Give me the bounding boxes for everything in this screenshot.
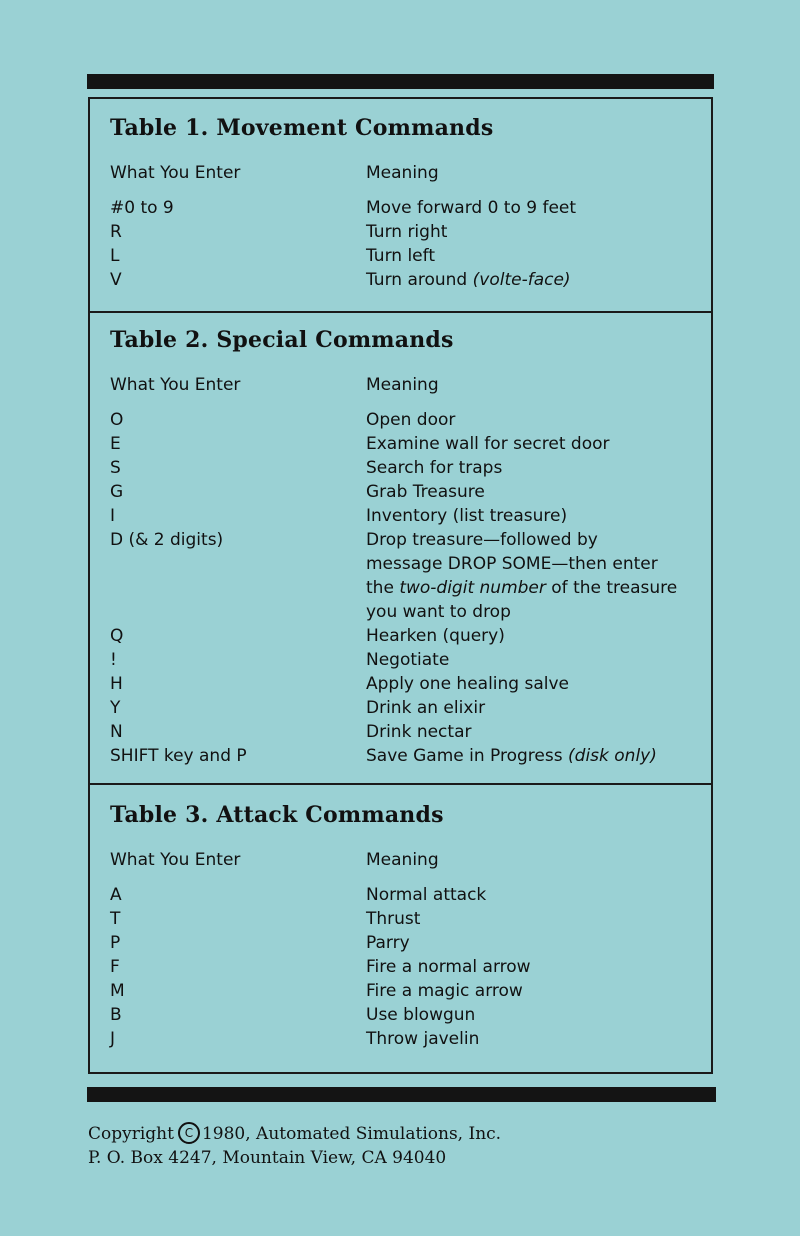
meaning-italic: (disk only) [568, 746, 657, 766]
command-key: B [110, 1005, 122, 1025]
table-special-commands [90, 311, 711, 783]
table-row [110, 196, 697, 220]
command-key: G [110, 482, 124, 502]
copyright-notice [88, 1122, 501, 1170]
command-meaning [366, 744, 697, 768]
command-key: #0 to 9 [110, 198, 174, 218]
table-attack-commands [90, 783, 711, 1073]
bottom-rule [87, 1087, 716, 1102]
command-tables-frame [88, 97, 713, 1074]
table-row [110, 931, 697, 955]
command-key: S [110, 458, 121, 478]
meaning-tail: of the treasure you want to drop [366, 578, 678, 622]
table-row [110, 883, 697, 907]
meaning-italic: (volte-face) [472, 270, 571, 290]
table-row [110, 672, 697, 696]
command-key: N [110, 722, 123, 742]
table-row [110, 268, 697, 292]
top-rule [87, 74, 714, 89]
command-meaning: Fire a normal arrow [366, 957, 531, 977]
table-movement-commands [90, 99, 711, 311]
command-meaning [366, 268, 697, 292]
meaning-text: Drop treasure—followed by message DROP SOME—then enter the [366, 530, 658, 598]
meaning-italic: two-digit number [399, 578, 546, 598]
table-row [110, 220, 697, 244]
copyright-prefix: Copyright [88, 1124, 174, 1144]
command-key: A [110, 885, 122, 905]
table-header-row [110, 373, 697, 397]
command-meaning: Drink nectar [366, 722, 472, 742]
command-key: E [110, 434, 121, 454]
command-key: ! [110, 650, 117, 670]
column-header-enter: What You Enter [110, 375, 241, 395]
command-meaning: Grab Treasure [366, 482, 485, 502]
table-row [110, 744, 697, 768]
command-meaning: Hearken (query) [366, 626, 505, 646]
command-key: L [110, 246, 120, 266]
command-key: I [110, 506, 116, 526]
table-row [110, 1027, 697, 1051]
command-meaning: Turn left [366, 246, 435, 266]
command-meaning: Examine wall for secret door [366, 434, 610, 454]
meaning-text: Save Game in Progress [366, 746, 563, 766]
command-key: SHIFT key and P [110, 746, 247, 766]
address-line: P. O. Box 4247, Mountain View, CA 94040 [88, 1148, 447, 1168]
command-key: J [110, 1029, 116, 1049]
column-header-enter: What You Enter [110, 850, 241, 870]
table-row [110, 624, 697, 648]
command-meaning: Inventory (list treasure) [366, 506, 568, 526]
command-key: F [110, 957, 120, 977]
table-row [110, 480, 697, 504]
table-row [110, 907, 697, 931]
command-meaning: Fire a magic arrow [366, 981, 523, 1001]
table-title: Table 1. Movement Commands [110, 115, 494, 141]
command-meaning: Search for traps [366, 458, 503, 478]
command-meaning: Apply one healing salve [366, 674, 570, 694]
column-header-meaning: Meaning [366, 163, 439, 183]
command-meaning: Use blowgun [366, 1005, 476, 1025]
table-row [110, 979, 697, 1003]
table-title: Table 2. Special Commands [110, 327, 454, 353]
command-key: Q [110, 626, 124, 646]
command-meaning: Normal attack [366, 885, 487, 905]
command-key: V [110, 270, 122, 290]
table-row [110, 648, 697, 672]
command-meaning: Turn right [366, 222, 448, 242]
table-row [110, 456, 697, 480]
command-key: P [110, 933, 121, 953]
table-row [110, 244, 697, 268]
command-key: R [110, 222, 122, 242]
table-header-row [110, 848, 697, 872]
table-row [110, 955, 697, 979]
column-header-meaning: Meaning [366, 850, 439, 870]
command-meaning: Open door [366, 410, 456, 430]
command-meaning: Negotiate [366, 650, 450, 670]
table-row [110, 696, 697, 720]
table-title: Table 3. Attack Commands [110, 802, 444, 828]
command-meaning: Throw javelin [366, 1029, 480, 1049]
command-meaning: Drink an elixir [366, 698, 486, 718]
command-key: D (& 2 digits) [110, 530, 224, 550]
table-row [110, 408, 697, 432]
table-header-row [110, 161, 697, 185]
command-key: T [110, 909, 121, 929]
table-row [110, 720, 697, 744]
command-key: O [110, 410, 124, 430]
copyright-line [88, 1122, 501, 1146]
command-meaning: Parry [366, 933, 410, 953]
command-key: Y [110, 698, 121, 718]
table-row [110, 432, 697, 456]
command-key: H [110, 674, 123, 694]
table-row [110, 504, 697, 528]
command-meaning: Move forward 0 to 9 feet [366, 198, 577, 218]
copyright-text: 1980, Automated Simulations, Inc. [201, 1124, 502, 1144]
meaning-text: Turn around [366, 270, 468, 290]
table-row [110, 1003, 697, 1027]
table-row [110, 528, 697, 624]
command-meaning: Thrust [366, 909, 421, 929]
command-meaning [366, 528, 697, 624]
copyright-symbol-icon: C [178, 1122, 200, 1144]
command-key: M [110, 981, 125, 1001]
column-header-enter: What You Enter [110, 163, 241, 183]
column-header-meaning: Meaning [366, 375, 439, 395]
